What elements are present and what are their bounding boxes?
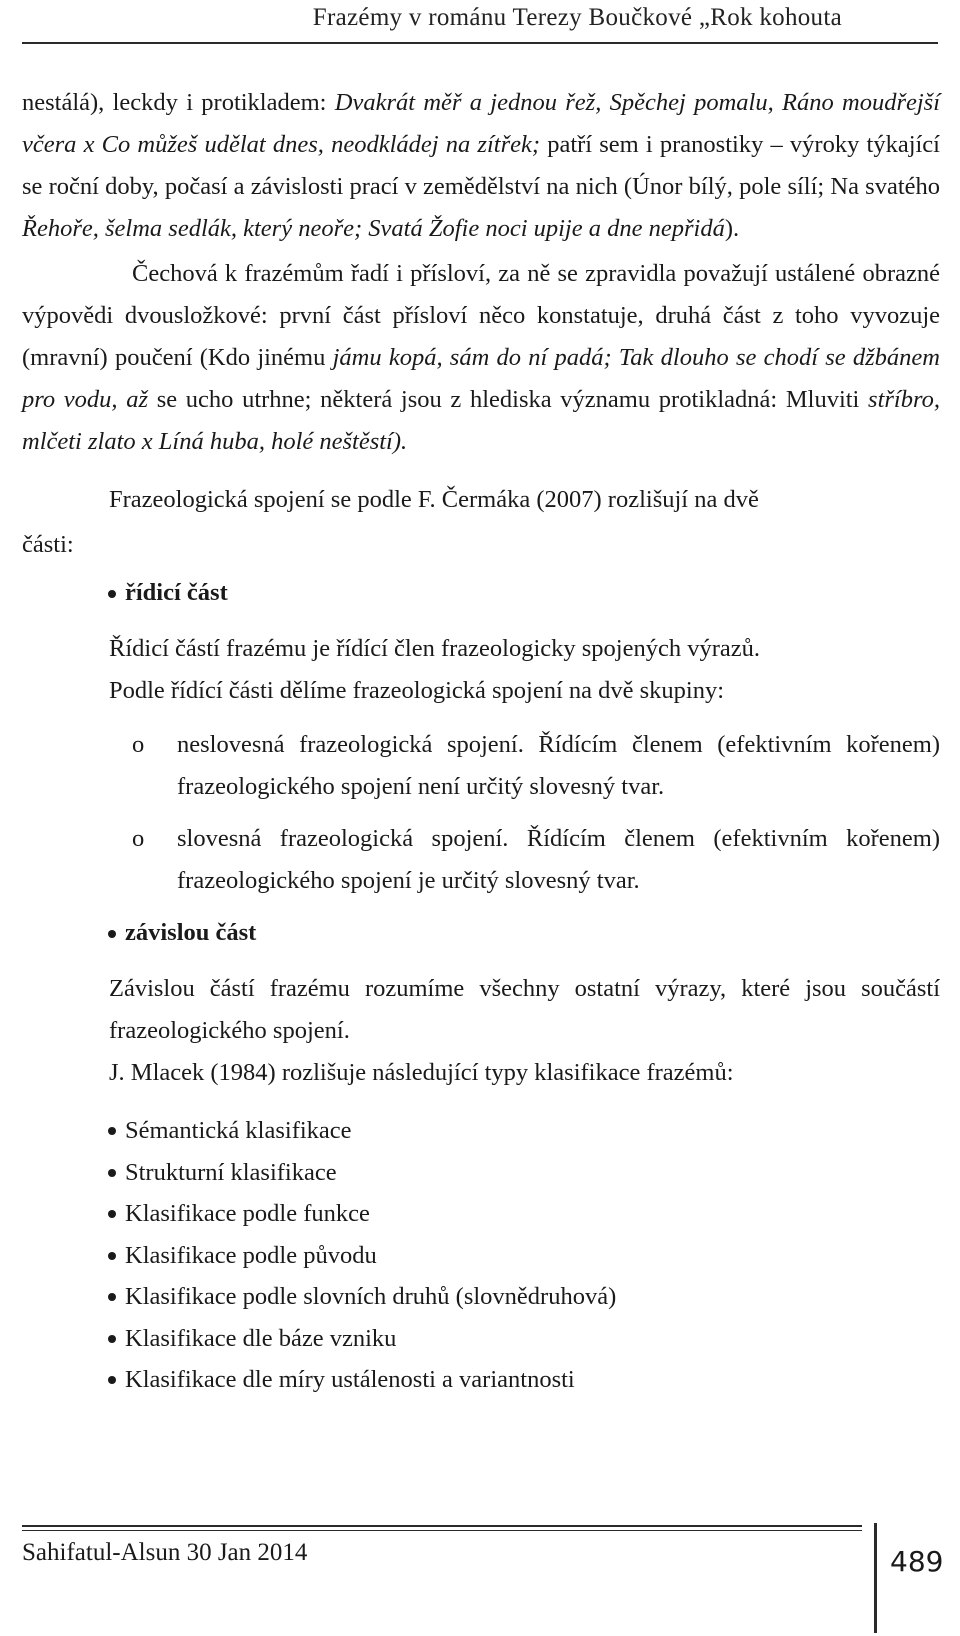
bullet-ridici-cast	[22, 572, 940, 614]
ridici-desc-1: Řídicí částí frazému je řídící člen frazeologicky spojených výrazů.	[109, 635, 761, 662]
list-item	[22, 1193, 940, 1235]
list-item	[22, 1235, 940, 1277]
list-item	[22, 1276, 940, 1318]
paragraph2-italic-b: stříbro, mlčeti zlato x Líná huba, holé neštěstí).	[22, 386, 940, 455]
paragraph2-text-a: Čechová k frazémům řadí i přísloví, za ně se zpravidla považují ustálené obrazné výpovědi dvousložkové: první část přísloví něco konstatuje, druhá část z toho vyvozuje (mravní) poučení (Kdo jinému	[22, 260, 940, 371]
bullet-icon	[108, 1293, 116, 1301]
paragraph2-text-b: se ucho utrhne; některá jsou z hlediska významu protikladná: Mluviti	[148, 386, 869, 413]
list-item-label: Klasifikace podle původu	[125, 1241, 377, 1269]
paragraph-proverbs-continued	[22, 82, 940, 250]
page-number: 489	[890, 1545, 944, 1578]
footer-divider	[874, 1523, 877, 1633]
footer-rule	[22, 1525, 862, 1527]
list-item-label: Sémantická klasifikace	[125, 1117, 352, 1144]
section-intro: Frazeologická spojení se podle F. Čermáka (2007) rozlišují na dvě	[109, 486, 759, 513]
zavisla-desc-1: Závislou částí frazému rozumíme všechny ostatní výrazy, které jsou součástí frazeologického spojení.	[109, 975, 940, 1044]
page-footer	[0, 1515, 960, 1636]
list-item	[22, 1110, 940, 1152]
bullet-icon	[108, 1127, 116, 1135]
page-header	[0, 0, 960, 44]
paragraph1-text-b: patří sem i pranostiky – výroky týkající se roční doby, počasí a závislosti prací v zemědělství na nich (Únor bílý, pole sílí; Na svatého	[22, 131, 940, 200]
page-body	[22, 82, 940, 1401]
list-item	[22, 1359, 940, 1401]
bullet-icon	[108, 1376, 116, 1384]
bullet-icon	[108, 590, 116, 598]
bullet-icon	[108, 1252, 116, 1260]
paragraph2-italic-a: jámu kopá, sám do ní padá; Tak dlouho se chodí se džbánem pro vodu, až	[22, 344, 940, 413]
running-title: Frazémy v románu Terezy Boučkové „Rok kohouta	[312, 4, 842, 31]
ridici-desc-2: Podle řídící části dělíme frazeologická spojení na dvě skupiny:	[109, 677, 725, 704]
header-rule	[22, 42, 938, 44]
paragraph1-text-c: ).	[724, 215, 740, 242]
footer-rule-thin	[22, 1530, 862, 1531]
list-item-label: Strukturní klasifikace	[125, 1158, 337, 1186]
section-intro-continued: části:	[22, 531, 74, 558]
ridici-subitems	[22, 724, 940, 902]
list-item-label: Klasifikace dle báze vzniku	[125, 1324, 397, 1352]
journal-name: Sahifatul-Alsun 30 Jan 2014	[22, 1539, 308, 1566]
zavisla-heading: závislou část	[125, 919, 257, 946]
bullet-zavisla-cast	[22, 912, 940, 954]
paragraph1-italic-a: Dvakrát měř a jednou řež, Spěchej pomalu, Ráno moudřejší včera x Co můžeš udělat dnes, neodkládej na zítřek;	[22, 89, 941, 158]
paragraph1-italic-b: Řehoře, šelma sedlák, který neoře; Svatá Žofie noci upije a dne nepřidá	[22, 215, 725, 242]
paragraph-cechova	[22, 253, 940, 463]
list-item	[22, 1318, 940, 1360]
list-item-label: Klasifikace podle slovních druhů (slovnědruhová)	[125, 1283, 617, 1310]
bullet-icon	[108, 1210, 116, 1218]
circle-bullet-icon: o	[132, 825, 145, 852]
list-item	[22, 1152, 940, 1194]
bullet-icon	[108, 1169, 116, 1177]
circle-bullet-icon: o	[132, 731, 145, 758]
subitem-text: slovesná frazeologická spojení. Řídícím členem (efektivním kořenem) frazeologického spojení je určitý slovesný tvar.	[177, 825, 940, 894]
subitem-text: neslovesná frazeologická spojení. Řídícím členem (efektivním kořenem) frazeologického spojení není určitý slovesný tvar.	[177, 731, 940, 800]
bullet-icon	[108, 930, 116, 938]
bullet-icon	[108, 1335, 116, 1343]
list-item-label: Klasifikace podle funkce	[125, 1200, 370, 1227]
list-item-label: Klasifikace dle míry ustálenosti a variantnosti	[125, 1366, 575, 1393]
zavisla-desc-2: J. Mlacek (1984) rozlišuje následující typy klasifikace frazémů:	[109, 1059, 734, 1086]
paragraph1-text-a: nestálá), leckdy i protikladem:	[22, 89, 335, 116]
subitem-slovesna	[22, 818, 940, 902]
classification-list	[22, 1110, 940, 1401]
ridici-heading: řídicí část	[125, 579, 228, 606]
subitem-neslovesna	[22, 724, 940, 808]
